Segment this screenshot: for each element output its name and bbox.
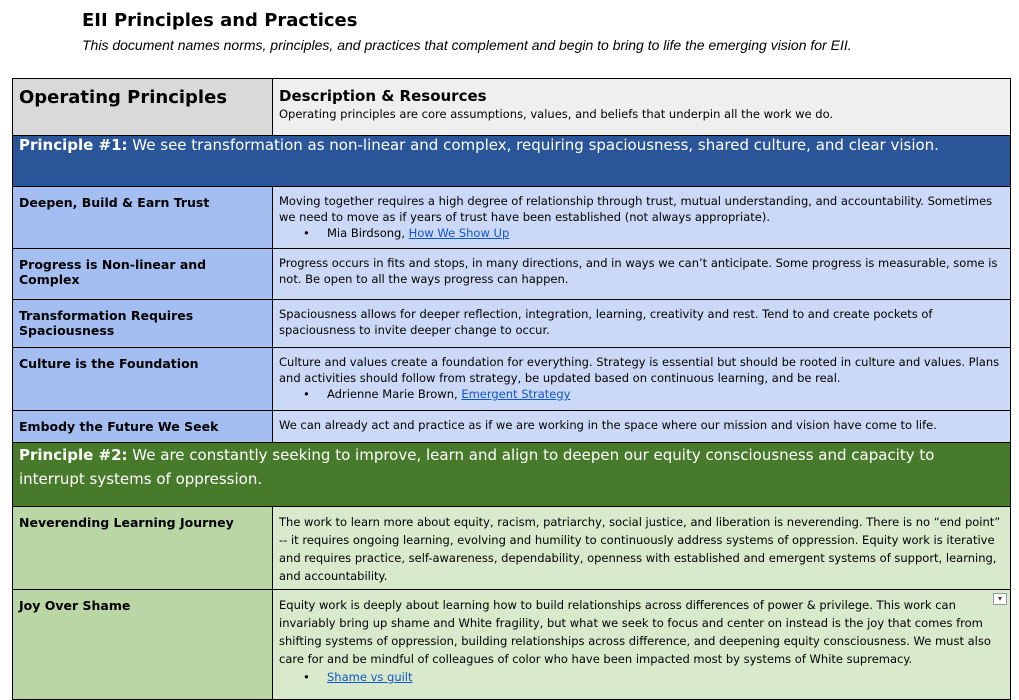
row-name: Neverending Learning Journey <box>13 507 273 590</box>
row-name: Embody the Future We Seek <box>13 411 273 443</box>
principle-2-banner <box>13 443 1011 507</box>
table-row <box>13 411 1011 443</box>
table-header-row <box>13 79 1011 136</box>
document-title: EII Principles and Practices <box>82 10 358 31</box>
row-description-text: Equity work is deeply about learning how to build relationships across differences of power & privilege. This work can invariably bring up shame and White fragility, but what we seek to focus and center on instead is the joy that comes from shifting systems of oppression, building relationships across difference, and deepening equity consciousness. We must also care for and be mindful of colleagues of color who have been impacted most by systems of White supremacy. <box>279 598 991 666</box>
row-description <box>273 187 1011 249</box>
document-subtitle: This document names norms, principles, and practices that complement and begin to bring to life the emerging vision for EII. <box>82 37 852 53</box>
row-description <box>273 348 1011 411</box>
row-name: Transformation Requires Spaciousness <box>13 300 273 348</box>
principle-2-label: Principle #2: <box>19 446 128 464</box>
bullet-icon: • <box>303 670 310 684</box>
principle-2-text: We are constantly seeking to improve, learn and align to deepen our equity consciousness and capacity to interrupt systems of oppression. <box>19 446 935 488</box>
table-row <box>13 187 1011 249</box>
row-name: Deepen, Build & Earn Trust <box>13 187 273 249</box>
resource-author: Adrienne Marie Brown, <box>327 387 462 401</box>
table-row <box>13 348 1011 411</box>
row-description: Progress occurs in fits and stops, in many directions, and in ways we can’t anticipate. Some progress is measurable, some is not. Be open to all the ways progress can happen. <box>273 249 1011 300</box>
table-row <box>13 249 1011 300</box>
principle-1-banner <box>13 136 1011 187</box>
row-description: We can already act and practice as if we are working in the space where our mission and vision have come to life. <box>273 411 1011 443</box>
header-description <box>273 79 1011 136</box>
resource-bullet <box>303 668 1004 686</box>
principle-2-row <box>13 443 1011 507</box>
row-name: Progress is Non-linear and Complex <box>13 249 273 300</box>
principle-1-row <box>13 136 1011 187</box>
row-description: Spaciousness allows for deeper reflection, integration, learning, creativity and rest. Tend to and create pockets of spaciousness to invite deeper change to occur. <box>273 300 1011 348</box>
row-name: Culture is the Foundation <box>13 348 273 411</box>
resource-bullet <box>303 225 1004 241</box>
link-shame-vs-guilt[interactable]: Shame vs guilt <box>327 670 413 684</box>
row-name: Joy Over Shame <box>13 590 273 700</box>
link-emergent-strategy[interactable]: Emergent Strategy <box>461 387 571 401</box>
resource-author: Mia Birdsong, <box>327 226 409 240</box>
row-description: The work to learn more about equity, racism, patriarchy, social justice, and liberation is neverending. There is no “end point” -- it requires ongoing learning, evolving and humility to continuously address systems of oppression. Equity work is iterative and requires practice, self-awareness, dependability, openness with established and emergent systems of support, learning, and accountability. <box>273 507 1011 590</box>
row-description-text: Culture and values create a foundation for everything. Strategy is essential but should be rooted in culture and values. Plans and activities should follow from strategy, be updated based on continuous learning, and be real. <box>279 355 1000 385</box>
table-row <box>13 300 1011 348</box>
link-how-we-show-up[interactable]: How We Show Up <box>408 226 510 240</box>
principles-table <box>12 78 1011 700</box>
table-row <box>13 507 1011 590</box>
table-row <box>13 590 1011 700</box>
dropdown-arrow-icon[interactable]: ▾ <box>993 593 1007 605</box>
principle-1-label: Principle #1: <box>19 136 128 154</box>
resource-bullet <box>303 386 1004 402</box>
bullet-icon: • <box>303 226 310 240</box>
header-description-subtitle: Operating principles are core assumptions, values, and beliefs that underpin all the work we do. <box>279 107 834 121</box>
principle-1-text: We see transformation as non-linear and complex, requiring spaciousness, shared culture, and clear vision. <box>127 136 939 154</box>
bullet-icon: • <box>303 387 310 401</box>
row-description-text: Moving together requires a high degree of relationship through trust, mutual understanding, and accountability. Sometimes we need to move as if years of trust have been established (not always appropriate). <box>279 194 993 224</box>
header-operating-principles: Operating Principles <box>13 79 273 136</box>
row-description <box>273 590 1011 700</box>
header-description-title: Description & Resources <box>279 87 487 105</box>
